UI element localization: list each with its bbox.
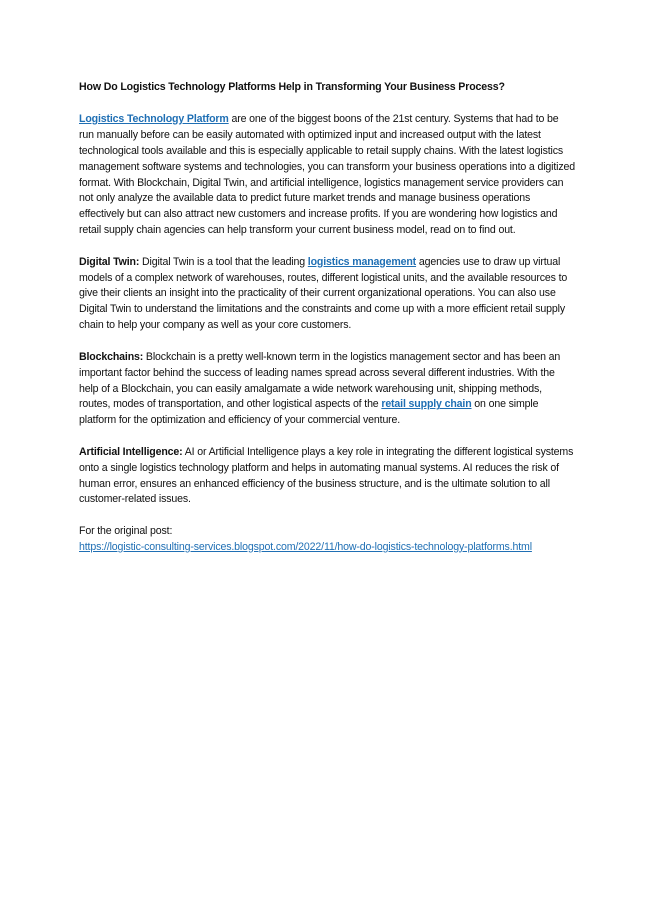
intro-paragraph xyxy=(79,112,575,239)
blockchains-heading: Blockchains: xyxy=(79,350,144,363)
logistics-technology-platform-link[interactable]: Logistics Technology Platform xyxy=(79,112,229,125)
digital-twin-heading: Digital Twin: xyxy=(79,255,140,268)
blockchains-text-before: Blockchain is a pretty well-known term in the logistics management sector and has been an important factor behind the success of leading names spread across several different industries. With the help of a Blockchain, you can easily amalgamate a wide network warehousing unit, shipping methods, routes, modes of transportation, and other logistical aspects of the xyxy=(79,350,561,411)
ai-text: AI or Artificial Intelligence plays a key role in integrating the different logistical systems onto a single logistics technology platform and helps in automating manual systems. AI reduces the risk of human error, ensures an enhanced efficiency of the business structure, and is the ultimate solution to all customer-related issues. xyxy=(79,445,574,506)
logistics-management-link[interactable]: logistics management xyxy=(307,255,417,268)
source-paragraph xyxy=(79,524,575,556)
original-post-link[interactable]: https://logistic-consulting-services.blogspot.com/2022/11/how-do-logistics-technology-platforms.html xyxy=(79,540,532,553)
digital-twin-paragraph xyxy=(79,255,575,335)
ai-paragraph xyxy=(79,445,575,509)
ai-heading: Artificial Intelligence: xyxy=(79,445,183,458)
blockchains-paragraph xyxy=(79,350,575,430)
document-page xyxy=(79,80,575,571)
intro-text: are one of the biggest boons of the 21st century. Systems that had to be run manually before can be easily automated with optimized input and increased output with the latest technological tools available and this is especially applicable to retail supply chains. With the latest logistics management software systems and technologies, you can transform your business operations into a digitized format. With Blockchain, Digital Twin, and artificial intelligence, logistics management service providers can not only analyze the available data to predict future market trends and manage business operations effectively but can also attract new customers and increase profits. If you are wondering how logistics and retail supply chain agencies can help transform your current business model, read on to find out. xyxy=(79,112,575,237)
digital-twin-text-before: Digital Twin is a tool that the leading xyxy=(139,255,308,268)
digital-twin-text-after: agencies use to draw up virtual models of a complex network of warehouses, routes, different logistical units, and the available resources to give their clients an insight into the practicality of their current organizational operations. You can also use Digital Twin to understand the limitations and the constraints and come up with a more efficient retail supply chain to help your company as well as your core customers. xyxy=(79,255,568,332)
document-title: How Do Logistics Technology Platforms Help in Transforming Your Business Process? xyxy=(79,81,505,93)
source-label: For the original post: xyxy=(79,524,173,537)
blockchains-text-after: on one simple platform for the optimization and efficiency of your commercial venture. xyxy=(79,398,539,427)
retail-supply-chain-link[interactable]: retail supply chain xyxy=(381,398,472,411)
